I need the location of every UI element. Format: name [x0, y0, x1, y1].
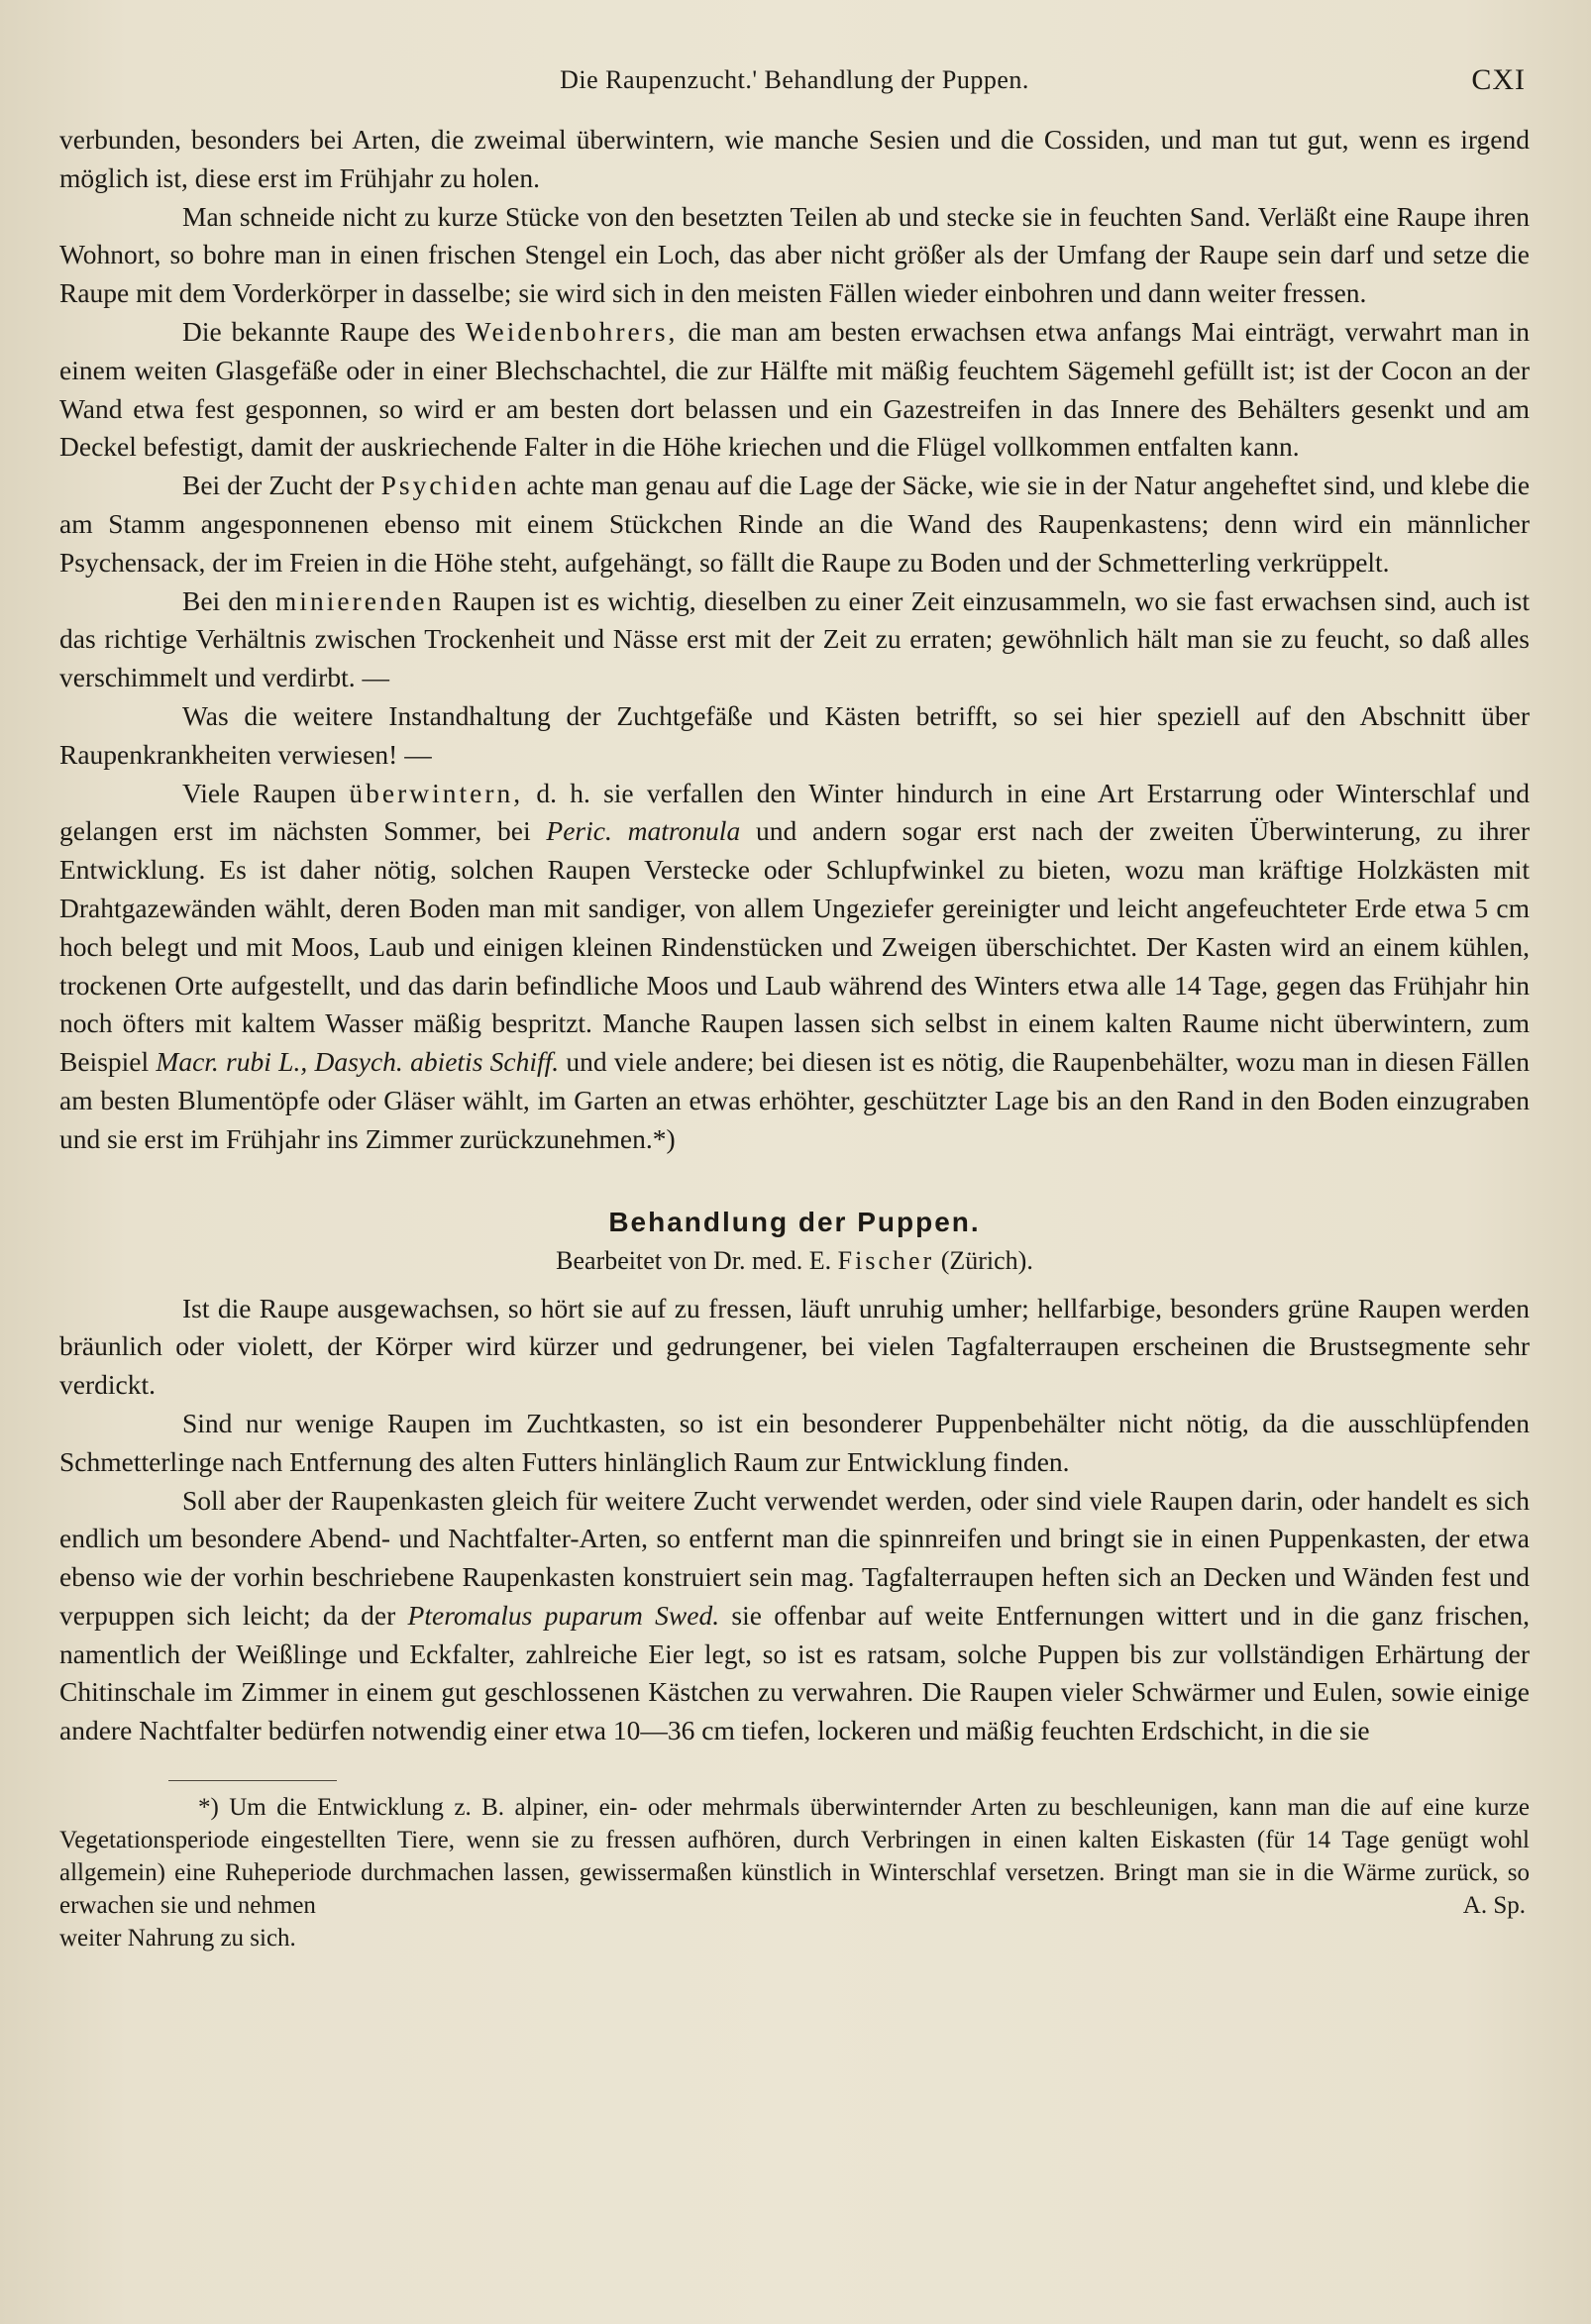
- author-name: Fischer: [837, 1245, 935, 1275]
- paragraph: Ist die Raupe ausgewachsen, so hört sie auf zu fressen, läuft unruhig umher; hellfarbige, besonders grüne Raupen werden bräunlich oder violett, der Körper wird kürzer und gedrungener, bei vielen Tagfalterraupen erscheinen die Brustsegmente sehr verdickt.: [59, 1292, 1530, 1401]
- paragraph: [59, 775, 1530, 1159]
- running-title: Die Raupenzucht.' Behandlung der Puppen.: [560, 65, 1029, 94]
- text-run: Bei den: [182, 584, 267, 616]
- section-heading: Behandlung der Puppen.: [608, 1206, 981, 1237]
- text-run: achte man genau auf die Lage der Säcke, wie sie in der Natur angeheftet sind, und klebe die am Stamm angesponnenen ebenso mit einem Stückchen Rinde an die Wand des Raupenkastens; denn wird ein männlicher Psychensack, der im Freien in die Höhe steht, aufgehängt, so fällt die Raupe zu Boden und der Schmetterling verkrüppelt.: [59, 470, 1531, 578]
- paragraph: [59, 582, 1530, 697]
- paragraph: Sind nur wenige Raupen im Zuchtkasten, so ist ein besonderer Puppenbehälter nicht nötig, da die ausschlüpfenden Schmetterlinge nach Entfernung des alten Futters hinlänglich Raum zur Entwicklung finden.: [59, 1407, 1530, 1477]
- text-run: die man am besten erwachsen etwa anfangs Mai einträgt, verwahrt man in einem weiten Glasgefäße oder in einer Blechschachtel, die zur Hälfte mit mäßig feuchtem Sägemehl gefüllt ist; ist der Cocon an der Wand etwa fest gesponnen, so wird er am besten dort belassen und ein Gazestreifen in das Innere des Behälters gesenkt und am Deckel befestigt, damit der auskriechende Falter in die Höhe kriechen und die Flügel vollkommen entfalten kann.: [59, 315, 1531, 463]
- text-run: Soll aber der Raupenkasten gleich für weitere Zucht verwendet werden, oder sind viele Raupen darin, oder handelt es sich endlich um besondere Abend- und Nachtfalter-Arten, so entfernt man die spinnreifen und bringt sie in einen Puppenkasten, der etwa ebenso wie der vorhin beschriebene Raupenkasten konstruiert sein mag. Tagfalterraupen heften sich an Decken und Wänden fest und verpuppen sich leicht; da der: [59, 1484, 1530, 1631]
- species-name: Peric. matronula: [546, 815, 741, 847]
- byline-text: (Zürich).: [940, 1245, 1033, 1275]
- text-run: und viele andere; bei diesen ist es nötig, die Raupenbehälter, wozu man in diesen Fällen am besten Blumentöpfe oder Gläser wählt, im Garten an etwas erhöhter, geschützter Lage bis an den Rand in den Boden einzugraben und sie erst im Frühjahr ins Zimmer zurückzunehmen.*): [59, 1046, 1531, 1154]
- paragraph: [59, 467, 1530, 581]
- species-name: Macr. rubi L., Dasych. abietis Schiff.: [156, 1046, 560, 1078]
- main-text: [59, 121, 1530, 1750]
- spaced-term: überwintern,: [349, 777, 524, 808]
- running-head: [59, 65, 1530, 115]
- text-run: Die bekannte Raupe des: [182, 315, 456, 347]
- footnote-end: weiter Nahrung zu sich.: [59, 1925, 296, 1953]
- text-run: Bei der Zucht der: [182, 470, 374, 501]
- species-name: Pteromalus puparum Swed.: [407, 1599, 720, 1631]
- spaced-term: Psychiden: [380, 470, 520, 501]
- footnote-text: *) Um die Entwicklung z. B. alpiner, ein- oder mehrmals überwinternder Arten zu beschleunigen, kann man die auf eine kurze Vegetationsperiode eingestellten Tiere, wenn sie zu fressen aufhören, durch Verbringen in einen kalten Eiskasten (für 14 Tage genügt wohl allgemein) eine Ruheperiode durchmachen lassen, gewissermaßen künstlich in Winterschlaf versetzen. Bringt man sie in die Wärme zurück, so erwachen sie und nehmen: [59, 1794, 1530, 1920]
- text-run: d. h. sie verfallen den Winter hindurch in eine Art Erstarrung oder Winterschlaf und gelangen erst im nächsten Sommer, bei: [59, 777, 1531, 847]
- footnote-rule: [168, 1780, 337, 1781]
- text-run: Raupen ist es wichtig, dieselben zu einer Zeit einzusammeln, wo sie fast erwachsen sind, auch ist das richtige Verhältnis zwischen Trockenheit und Nässe erst mit der Zeit zu erraten; gewöhnlich hält man sie zu feucht, so daß alles verschimmelt und verdirbt. —: [59, 584, 1531, 693]
- spaced-term: Weidenbohrers,: [465, 315, 679, 347]
- author-byline: [59, 1246, 1530, 1276]
- text-run: sie offenbar auf weite Entfernungen wittert und in die ganz frischen, namentlich der Weißlinge und Eckfalter, zahlreiche Eier legt, so ist es ratsam, solche Puppen bis zur vollständigen Erhärtung der Chitinschale im Zimmer in einem gut geschlossenen Kästchen zu verwahren. Die Raupen vieler Schwärmer und Eulen, sowie einige andere Nachtfalter bedürfen notwendig einer etwa 10—36 cm tiefen, lockeren und mäßig feuchten Erdschicht, in die sie: [59, 1599, 1531, 1746]
- text-run: Viele Raupen: [182, 777, 337, 808]
- paragraph: Was die weitere Instandhaltung der Zuchtgefäße und Kästen betrifft, so sei hier speziell auf den Abschnitt über Raupenkrankheiten verwiesen! —: [59, 699, 1530, 770]
- paragraph: [59, 1482, 1530, 1751]
- spaced-term: minierenden: [274, 584, 445, 616]
- paragraph: verbunden, besonders bei Arten, die zweimal überwintern, wie manche Sesien und die Cossiden, und man tut gut, wenn es irgend möglich ist, diese erst im Frühjahr zu holen.: [59, 124, 1530, 193]
- footnote: [59, 1791, 1530, 1954]
- text-run: und andern sogar erst nach der zweiten Überwinterung, zu ihrer Entwicklung. Es ist daher nötig, solchen Raupen Verstecke oder Schlupfwinkel zu bieten, wozu man kräftige Holzkästen mit Drahtgazewänden wählt, deren Boden man mit sandiger, von allem Ungeziefer gereinigter und leicht angefeuchteter Erde etwa 5 cm hoch belegt und mit Moos, Laub und einigen kleinen Rindenstücken und Zweigen überschichtet. Der Kasten wird an einem kühlen, trockenen Orte aufgestellt, und das darin befindliche Moos und Laub während des Winters etwa alle 14 Tage, gegen das Frühjahr hin noch öfters mit kaltem Wasser mäßig bespritzt. Manche Raupen lassen sich selbst in einem kalten Raume nicht überwintern, zum Beispiel: [59, 815, 1531, 1078]
- paragraph: Man schneide nicht zu kurze Stücke von den besetzten Teilen ab und stecke sie in feuchten Sand. Verläßt eine Raupe ihren Wohnort, so bohre man in einen frischen Stengel ein Loch, das aber nicht größer als der Umfang der Raupe sein darf und setze die Raupe mit dem Vorderkörper in dasselbe; sie wird sich in den meisten Fällen wieder einbohren und dann weiter fressen.: [59, 200, 1530, 309]
- byline-text: Bearbeitet von Dr. med. E.: [556, 1245, 832, 1275]
- footnote-last-line: [59, 1892, 1530, 1954]
- footnote-initials: A. Sp.: [1462, 1892, 1526, 1920]
- page-number: CXI: [1471, 63, 1526, 96]
- paragraph: [59, 313, 1530, 467]
